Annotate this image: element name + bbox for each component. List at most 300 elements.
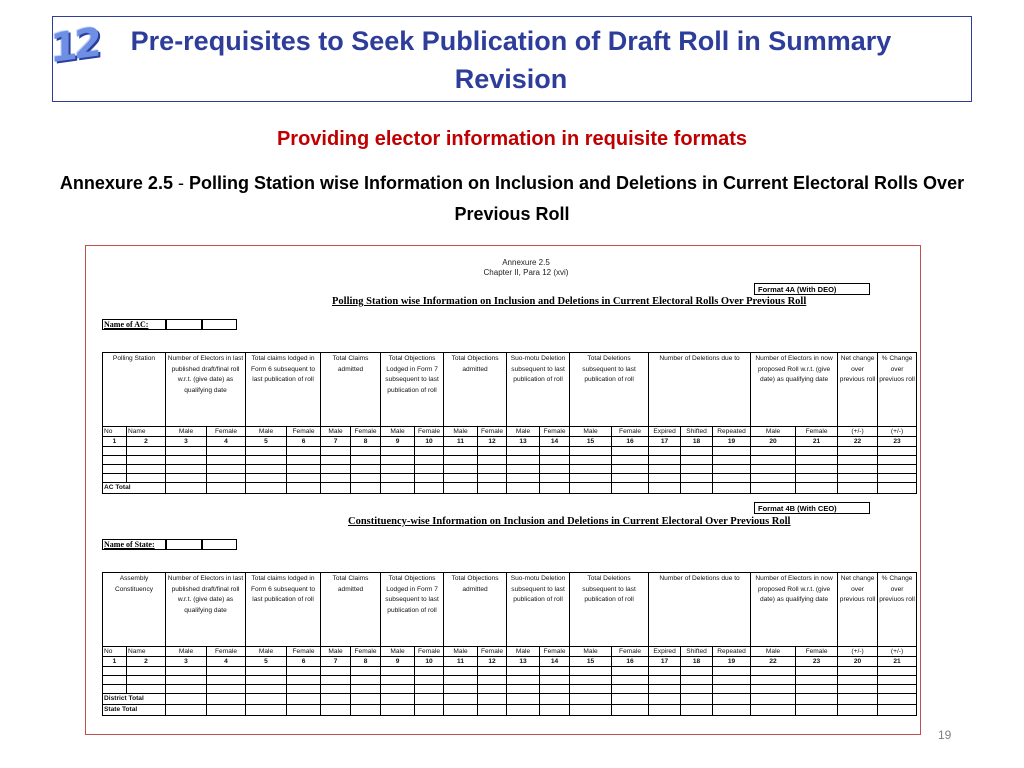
total-label: State Total [103, 705, 166, 716]
table2-title: Constituency-wise Information on Inclusion and Deletions in Current Electoral Over Previous Roll [348, 516, 791, 527]
empty-cell [838, 667, 878, 676]
empty-cell [207, 483, 246, 494]
empty-cell [612, 685, 649, 694]
empty-cell [507, 456, 540, 465]
empty-cell [507, 667, 540, 676]
empty-cell [321, 694, 351, 705]
column-header: Total claims lodged in Form 6 subsequent to last publication of roll [246, 353, 321, 427]
name-of-ac-value [166, 319, 202, 330]
sub-header: Shifted [681, 427, 713, 437]
total-label: District Total [103, 694, 166, 705]
empty-cell [796, 465, 838, 474]
empty-cell [681, 705, 713, 716]
empty-cell [415, 676, 444, 685]
sub-header: Female [540, 647, 570, 657]
empty-cell [166, 474, 207, 483]
column-number: 7 [321, 437, 351, 447]
empty-cell [415, 685, 444, 694]
empty-cell [540, 474, 570, 483]
empty-cell [444, 474, 478, 483]
format-4a-label: Format 4A (With DEO) [754, 283, 870, 295]
empty-cell [381, 483, 415, 494]
column-header: Suo-motu Deletion subsequent to last publication of roll [507, 573, 570, 647]
sub-header: Male [444, 427, 478, 437]
empty-cell [381, 694, 415, 705]
empty-cell [796, 447, 838, 456]
column-number: 22 [751, 657, 796, 667]
column-number: 19 [713, 437, 751, 447]
sub-header: Female [612, 647, 649, 657]
empty-cell [751, 483, 796, 494]
empty-cell [878, 456, 917, 465]
empty-cell [166, 705, 207, 716]
name-of-ac-box [102, 319, 237, 330]
column-number: 17 [649, 437, 681, 447]
annexure-caption: Annexure 2.5 [502, 258, 550, 267]
empty-cell [878, 474, 917, 483]
empty-cell [287, 447, 321, 456]
sub-header: Female [478, 427, 507, 437]
empty-cell [478, 447, 507, 456]
sub-header: Name [127, 647, 166, 657]
sub-header: Female [540, 427, 570, 437]
name-of-state-box [102, 539, 237, 550]
empty-cell [246, 474, 287, 483]
chapter-caption: Chapter II, Para 12 (xvi) [483, 268, 569, 277]
sub-header: No [103, 427, 127, 437]
empty-cell [415, 694, 444, 705]
empty-cell [207, 667, 246, 676]
empty-cell [321, 685, 351, 694]
empty-cell [351, 465, 381, 474]
empty-cell [540, 694, 570, 705]
column-number: 14 [540, 437, 570, 447]
empty-cell [381, 456, 415, 465]
column-header: Number of Electors in last published draft/final roll w.r.t. (give date) as qualifying date [166, 353, 246, 427]
empty-cell [246, 676, 287, 685]
column-number: 10 [415, 437, 444, 447]
empty-cell [751, 676, 796, 685]
empty-cell [321, 474, 351, 483]
empty-cell [713, 685, 751, 694]
empty-cell [507, 447, 540, 456]
empty-cell [713, 676, 751, 685]
column-header: Total Objections Lodged in Form 7 subsequent to last publication of roll [381, 353, 444, 427]
column-number: 2 [127, 657, 166, 667]
column-header: Total Deletions subsequent to last publication of roll [570, 353, 649, 427]
empty-cell [570, 676, 612, 685]
empty-cell [681, 474, 713, 483]
empty-cell [287, 465, 321, 474]
empty-cell [103, 685, 127, 694]
column-number: 15 [570, 657, 612, 667]
annexure-dash: - [177, 173, 184, 193]
empty-cell [713, 667, 751, 676]
empty-cell [351, 685, 381, 694]
empty-cell [207, 685, 246, 694]
column-number: 12 [478, 437, 507, 447]
empty-cell [681, 694, 713, 705]
column-number: 1 [103, 437, 127, 447]
empty-cell [351, 456, 381, 465]
column-header: Number of Electors in now proposed Roll w.r.t. (give date) as qualifying date [751, 573, 838, 647]
empty-cell [612, 694, 649, 705]
empty-cell [540, 447, 570, 456]
empty-cell [681, 465, 713, 474]
empty-cell [838, 447, 878, 456]
sub-header: Name [127, 427, 166, 437]
empty-cell [321, 705, 351, 716]
empty-cell [838, 705, 878, 716]
empty-cell [246, 694, 287, 705]
empty-cell [612, 447, 649, 456]
empty-cell [649, 456, 681, 465]
empty-cell [713, 447, 751, 456]
empty-cell [713, 483, 751, 494]
empty-cell [838, 474, 878, 483]
column-number: 15 [570, 437, 612, 447]
empty-cell [381, 705, 415, 716]
empty-cell [507, 676, 540, 685]
empty-cell [246, 456, 287, 465]
empty-cell [103, 447, 127, 456]
sub-header: Male [166, 427, 207, 437]
column-number: 20 [751, 437, 796, 447]
empty-cell [321, 676, 351, 685]
annexure-form-image [85, 245, 921, 735]
name-of-state-label: Name of State: [102, 539, 166, 550]
sub-header: Repeated [713, 427, 751, 437]
table-row [103, 667, 917, 676]
column-header: Number of Deletions due to [649, 573, 751, 647]
empty-cell [415, 456, 444, 465]
empty-cell [166, 483, 207, 494]
column-number: 5 [246, 437, 287, 447]
empty-cell [321, 667, 351, 676]
empty-cell [381, 685, 415, 694]
empty-cell [649, 685, 681, 694]
empty-cell [507, 694, 540, 705]
empty-cell [478, 685, 507, 694]
empty-cell [878, 667, 917, 676]
empty-cell [649, 447, 681, 456]
sub-header: Shifted [681, 647, 713, 657]
empty-cell [751, 705, 796, 716]
empty-cell [321, 456, 351, 465]
sub-header: Female [415, 647, 444, 657]
column-number: 21 [878, 657, 917, 667]
empty-cell [103, 465, 127, 474]
sub-header: (+/-) [838, 647, 878, 657]
empty-cell [612, 705, 649, 716]
slide-subtitle: Providing elector information in requisite formats [276, 128, 748, 150]
empty-cell [796, 685, 838, 694]
column-number: 2 [127, 437, 166, 447]
empty-cell [649, 474, 681, 483]
empty-cell [381, 676, 415, 685]
table1-grid [102, 352, 917, 494]
table-row [103, 685, 917, 694]
sub-header: Female [351, 427, 381, 437]
empty-cell [751, 667, 796, 676]
sub-header: Male [381, 427, 415, 437]
sub-header: Male [246, 647, 287, 657]
empty-cell [478, 456, 507, 465]
empty-cell [351, 447, 381, 456]
empty-cell [878, 705, 917, 716]
column-number: 21 [796, 437, 838, 447]
empty-cell [612, 676, 649, 685]
empty-cell [207, 676, 246, 685]
column-header: Net change over previous roll [838, 353, 878, 427]
empty-cell [351, 483, 381, 494]
column-number: 9 [381, 437, 415, 447]
empty-cell [681, 676, 713, 685]
empty-cell [838, 685, 878, 694]
empty-cell [444, 456, 478, 465]
column-header: Total Deletions subsequent to last publication of roll [570, 573, 649, 647]
empty-cell [796, 667, 838, 676]
empty-cell [570, 694, 612, 705]
empty-cell [612, 483, 649, 494]
empty-cell [878, 676, 917, 685]
name-of-ac-extra [202, 319, 237, 330]
empty-cell [103, 676, 127, 685]
empty-cell [478, 705, 507, 716]
empty-cell [751, 465, 796, 474]
sub-header: Expired [649, 647, 681, 657]
empty-cell [540, 456, 570, 465]
empty-cell [796, 705, 838, 716]
page-number: 19 [938, 728, 952, 742]
empty-cell [207, 456, 246, 465]
column-number: 11 [444, 437, 478, 447]
column-header: Number of Electors in now proposed Roll w.r.t. (give date) as qualifying date [751, 353, 838, 427]
empty-cell [287, 676, 321, 685]
sub-header: Male [246, 427, 287, 437]
empty-cell [166, 456, 207, 465]
empty-cell [649, 694, 681, 705]
empty-cell [540, 483, 570, 494]
empty-cell [681, 447, 713, 456]
sub-header: Male [570, 427, 612, 437]
empty-cell [751, 456, 796, 465]
empty-cell [127, 465, 166, 474]
empty-cell [207, 705, 246, 716]
empty-cell [878, 694, 917, 705]
sub-header: Female [287, 647, 321, 657]
column-header: Total Objections Lodged in Form 7 subsequent to last publication of roll [381, 573, 444, 647]
empty-cell [381, 667, 415, 676]
empty-cell [570, 474, 612, 483]
empty-cell [321, 447, 351, 456]
slide-title: Pre-requisites to Seek Publication of Draft Roll in Summary Revision [130, 26, 892, 94]
empty-cell [246, 705, 287, 716]
empty-cell [351, 474, 381, 483]
column-number: 9 [381, 657, 415, 667]
sub-header: Female [478, 647, 507, 657]
sub-header: Repeated [713, 647, 751, 657]
column-header: Total claims lodged in Form 6 subsequent to last publication of roll [246, 573, 321, 647]
empty-cell [166, 667, 207, 676]
column-number: 22 [838, 437, 878, 447]
empty-cell [207, 447, 246, 456]
empty-cell [478, 474, 507, 483]
empty-cell [444, 694, 478, 705]
empty-cell [878, 685, 917, 694]
empty-cell [878, 465, 917, 474]
empty-cell [570, 685, 612, 694]
empty-cell [246, 685, 287, 694]
empty-cell [287, 694, 321, 705]
empty-cell [713, 705, 751, 716]
empty-cell [649, 483, 681, 494]
slide-number-badge: 12 [50, 19, 98, 73]
column-number: 16 [612, 657, 649, 667]
sub-header: Male [751, 647, 796, 657]
total-row [103, 705, 917, 716]
column-number: 5 [246, 657, 287, 667]
empty-cell [287, 456, 321, 465]
format-4b-label: Format 4B (With CEO) [754, 502, 870, 514]
empty-cell [381, 447, 415, 456]
empty-cell [540, 705, 570, 716]
sub-header: Male [321, 427, 351, 437]
sub-header: Female [612, 427, 649, 437]
column-header: Total Objections admitted [444, 353, 507, 427]
empty-cell [444, 483, 478, 494]
empty-cell [540, 685, 570, 694]
empty-cell [444, 447, 478, 456]
empty-cell [540, 465, 570, 474]
empty-cell [507, 705, 540, 716]
sub-header: Female [796, 647, 838, 657]
empty-cell [838, 465, 878, 474]
table-row [103, 465, 917, 474]
column-number: 16 [612, 437, 649, 447]
empty-cell [751, 474, 796, 483]
empty-cell [570, 447, 612, 456]
sub-header: Male [444, 647, 478, 657]
column-number: 3 [166, 437, 207, 447]
empty-cell [612, 474, 649, 483]
empty-cell [415, 474, 444, 483]
empty-cell [287, 483, 321, 494]
empty-cell [649, 705, 681, 716]
table-row [103, 676, 917, 685]
column-header: % Change over previuos roll [878, 573, 917, 647]
empty-cell [681, 667, 713, 676]
table2-grid [102, 572, 917, 716]
column-number: 19 [713, 657, 751, 667]
empty-cell [570, 705, 612, 716]
empty-cell [838, 676, 878, 685]
column-header: Total Claims admitted [321, 573, 381, 647]
table-row [103, 447, 917, 456]
empty-cell [287, 474, 321, 483]
empty-cell [246, 447, 287, 456]
empty-cell [415, 447, 444, 456]
empty-cell [166, 676, 207, 685]
sub-header: Male [507, 427, 540, 437]
empty-cell [751, 694, 796, 705]
empty-cell [103, 474, 127, 483]
empty-cell [444, 465, 478, 474]
column-number: 6 [287, 437, 321, 447]
column-number: 13 [507, 657, 540, 667]
empty-cell [713, 465, 751, 474]
empty-cell [681, 456, 713, 465]
empty-cell [751, 447, 796, 456]
column-number: 18 [681, 657, 713, 667]
annexure-heading [40, 168, 984, 230]
empty-cell [287, 705, 321, 716]
empty-cell [321, 483, 351, 494]
empty-cell [478, 694, 507, 705]
sub-header: (+/-) [878, 647, 917, 657]
empty-cell [351, 694, 381, 705]
sub-header: Female [351, 647, 381, 657]
empty-cell [878, 447, 917, 456]
empty-cell [838, 456, 878, 465]
annexure-text: Polling Station wise Information on Inclusion and Deletions in Current Electoral Rolls Over Previous Roll [188, 173, 965, 224]
column-number: 4 [207, 437, 246, 447]
name-of-ac-label: Name of AC: [102, 319, 166, 330]
column-number: 3 [166, 657, 207, 667]
name-of-state-extra [202, 539, 237, 550]
empty-cell [796, 694, 838, 705]
sub-header: Female [415, 427, 444, 437]
empty-cell [838, 483, 878, 494]
empty-cell [103, 667, 127, 676]
column-header: Assembly Constituency [103, 573, 166, 647]
empty-cell [796, 474, 838, 483]
empty-cell [540, 676, 570, 685]
empty-cell [507, 685, 540, 694]
empty-cell [127, 447, 166, 456]
empty-cell [351, 705, 381, 716]
column-number: 10 [415, 657, 444, 667]
column-number: 18 [681, 437, 713, 447]
column-header: Number of Electors in last published draft/final roll w.r.t. (give date) as qualifying date [166, 573, 246, 647]
empty-cell [612, 456, 649, 465]
annexure-label: Annexure 2.5 [59, 173, 173, 193]
column-number: 12 [478, 657, 507, 667]
column-number: 11 [444, 657, 478, 667]
empty-cell [127, 676, 166, 685]
empty-cell [507, 474, 540, 483]
table-row [103, 456, 917, 465]
empty-cell [351, 676, 381, 685]
empty-cell [713, 474, 751, 483]
column-header: Suo-motu Deletion subsequent to last publication of roll [507, 353, 570, 427]
empty-cell [478, 667, 507, 676]
sub-header: Male [166, 647, 207, 657]
column-header: % Change over previuos roll [878, 353, 917, 427]
column-number: 6 [287, 657, 321, 667]
sub-header: Male [507, 647, 540, 657]
empty-cell [612, 465, 649, 474]
empty-cell [166, 694, 207, 705]
empty-cell [415, 667, 444, 676]
empty-cell [246, 483, 287, 494]
empty-cell [127, 474, 166, 483]
empty-cell [507, 465, 540, 474]
empty-cell [381, 465, 415, 474]
empty-cell [444, 676, 478, 685]
empty-cell [478, 676, 507, 685]
sub-header: Expired [649, 427, 681, 437]
